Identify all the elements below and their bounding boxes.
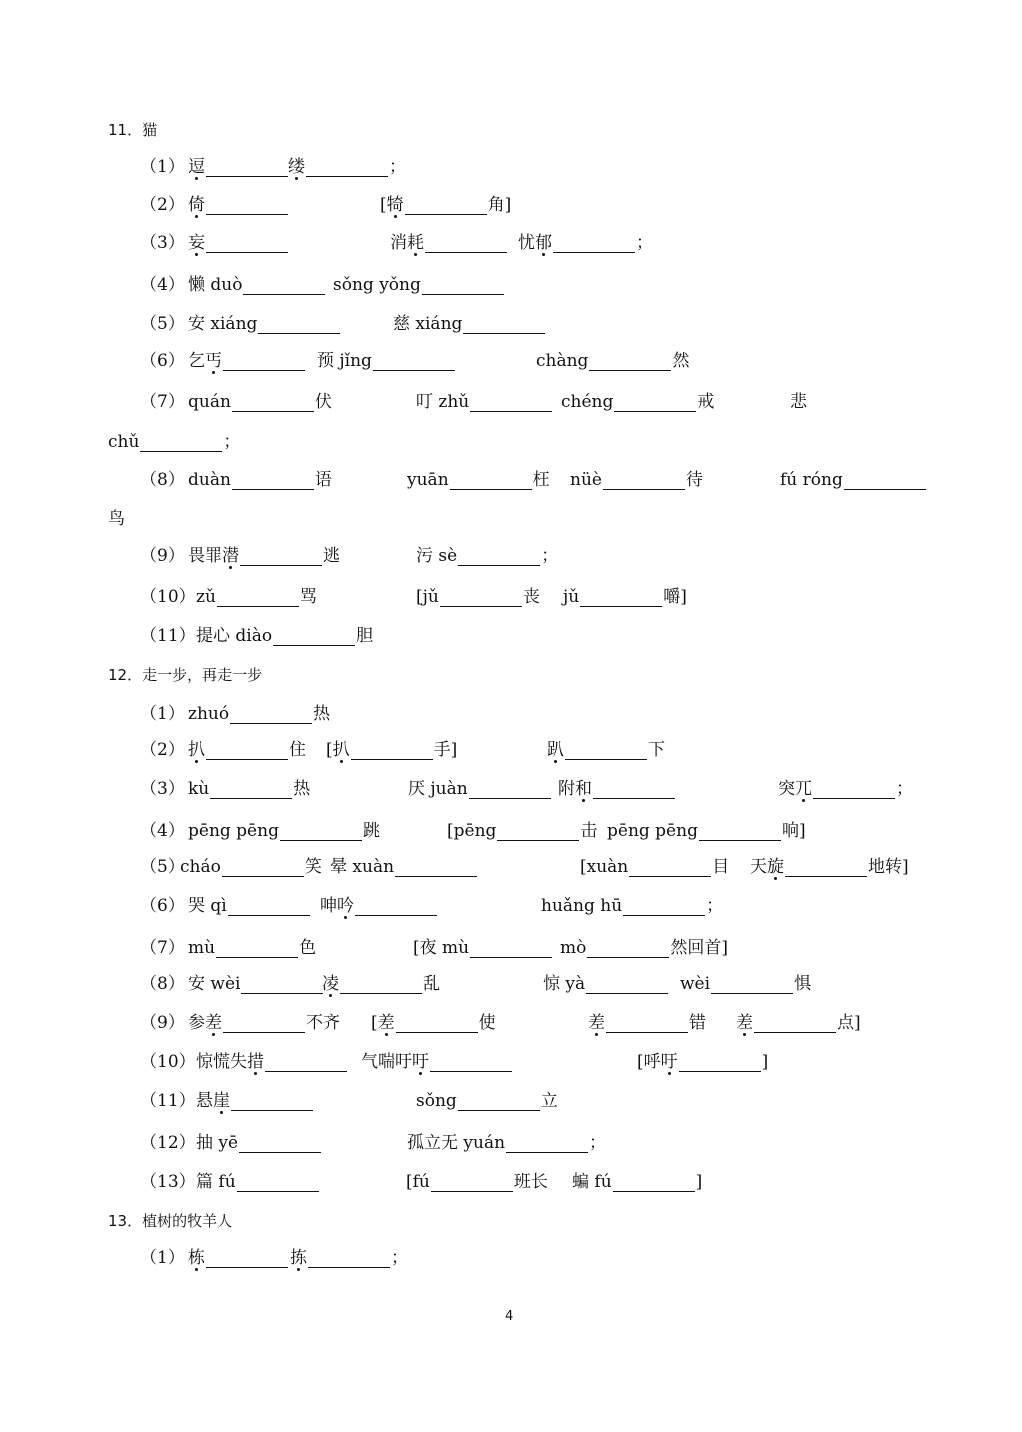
section-title: 走一步，再走一步	[142, 666, 263, 684]
suffix-text: 嚼]	[663, 587, 687, 607]
prompt-text: [jǔ	[416, 587, 439, 607]
emphasis-dot-char: 吁	[660, 1052, 678, 1072]
answer-blank[interactable]	[785, 876, 867, 877]
answer-blank[interactable]	[206, 214, 288, 215]
question-item	[0, 1170, 1022, 1194]
prompt-text: 悲	[790, 392, 807, 412]
prompt-text	[322, 972, 339, 996]
prompt-text: 晕 xuàn	[330, 857, 395, 877]
prompt-text	[188, 738, 205, 762]
prompt-text: 污 sè	[416, 546, 458, 566]
question-item	[0, 231, 1022, 255]
prompt-text: 忧郁	[518, 233, 552, 253]
suffix-text: 逃	[323, 546, 340, 566]
suffix-text: 语	[314, 470, 332, 490]
answer-blank[interactable]	[587, 957, 669, 958]
suffix-text: ；	[391, 1248, 408, 1268]
question-item	[0, 702, 1022, 726]
suffix-text: 戒	[697, 392, 715, 412]
suffix-text: 立	[540, 1091, 558, 1111]
emphasis-dot-char: 崖	[213, 1091, 230, 1111]
prompt-text: jǔ	[563, 587, 580, 607]
answer-blank[interactable]	[230, 723, 312, 724]
suffix-text: ；	[223, 432, 241, 452]
answer-blank[interactable]	[231, 1110, 313, 1111]
suffix-text: 班长	[513, 1172, 548, 1192]
prompt-text: 乞丐	[188, 351, 222, 371]
answer-blank[interactable]	[222, 876, 304, 877]
prompt-text: [xuàn	[580, 857, 629, 877]
prompt-text: 慈 xiáng	[393, 314, 463, 334]
item-number: （5）	[140, 857, 185, 877]
suffix-text: 目	[712, 857, 730, 877]
emphasis-dot-char: 和	[575, 779, 592, 799]
answer-blank[interactable]	[463, 333, 545, 334]
suffix-text: 枉	[532, 470, 550, 490]
prompt-text	[736, 1011, 753, 1035]
item-number: （3）	[140, 779, 185, 799]
prompt-text: 鸟	[108, 509, 125, 529]
emphasis-dot-char: 缕	[288, 157, 305, 177]
answer-blank[interactable]	[395, 876, 477, 877]
prompt-text: yuān	[407, 470, 449, 490]
answer-blank[interactable]	[506, 1152, 588, 1153]
prompt-text: 蝙 fú	[572, 1172, 612, 1192]
item-number: （5）	[140, 314, 185, 334]
answer-blank[interactable]	[450, 489, 532, 490]
emphasis-dot-char: 丐	[205, 351, 222, 371]
prompt-text: [pēng	[447, 821, 497, 841]
answer-blank[interactable]	[469, 798, 551, 799]
question-item	[0, 193, 1022, 217]
answer-blank[interactable]	[280, 840, 362, 841]
prompt-text: [fú	[406, 1172, 430, 1192]
answer-blank[interactable]	[232, 489, 314, 490]
prompt-text: chàng	[536, 351, 589, 371]
section-number: 13	[108, 1212, 128, 1230]
suffix-text: ]	[761, 1052, 769, 1072]
item-number: （1）	[140, 704, 185, 724]
prompt-text: 安 wèi	[188, 974, 241, 994]
suffix-text: 热	[293, 779, 311, 799]
suffix-text: 笑	[304, 857, 322, 877]
answer-blank[interactable]	[240, 565, 322, 566]
answer-blank[interactable]	[606, 1032, 688, 1033]
item-number: （4）	[140, 821, 185, 841]
answer-blank[interactable]	[425, 252, 507, 253]
suffix-text: 然	[672, 351, 690, 371]
emphasis-dot-char: 趴	[547, 740, 564, 760]
emphasis-dot-char: 差	[377, 1013, 395, 1033]
suffix-text: ；	[589, 1133, 607, 1153]
answer-blank[interactable]	[340, 993, 422, 994]
emphasis-dot-char: 倚	[188, 195, 205, 215]
prompt-text	[188, 1246, 205, 1270]
question-item	[0, 819, 1022, 843]
question-item	[0, 273, 1022, 297]
question-item	[0, 738, 1022, 762]
prompt-text: duàn	[188, 470, 231, 490]
answer-blank[interactable]	[754, 1032, 836, 1033]
suffix-text: 然回首]	[670, 938, 728, 958]
question-item	[0, 312, 1022, 336]
answer-blank[interactable]	[614, 411, 696, 412]
suffix-text: 点]	[837, 1013, 861, 1033]
question-item	[0, 1131, 1022, 1155]
suffix-text: ；	[389, 157, 406, 177]
prompt-text: 提心 diào	[196, 626, 273, 646]
item-number: （4）	[140, 275, 185, 295]
suffix-text: 不齐	[306, 1013, 340, 1033]
answer-blank[interactable]	[405, 214, 487, 215]
answer-blank[interactable]	[239, 1152, 321, 1153]
prompt-text: 叮 zhǔ	[416, 392, 470, 412]
item-number: （12）	[140, 1133, 196, 1153]
item-number: （1）	[140, 157, 185, 177]
question-item	[0, 1050, 1022, 1074]
answer-blank[interactable]	[613, 1191, 695, 1192]
item-number: （8）	[140, 470, 185, 490]
answer-blank[interactable]	[223, 1032, 305, 1033]
answer-blank[interactable]	[206, 176, 288, 177]
prompt-text: fú róng	[780, 470, 843, 490]
answer-blank[interactable]	[813, 798, 895, 799]
question-item-continuation	[0, 430, 1022, 454]
prompt-text: 附和	[558, 779, 592, 799]
prompt-text: sǒng yǒng	[333, 275, 421, 295]
emphasis-dot-char: 差	[205, 1013, 222, 1033]
suffix-text: 热	[313, 704, 331, 724]
prompt-text: 厌 juàn	[408, 779, 468, 799]
answer-blank[interactable]	[565, 759, 647, 760]
answer-blank[interactable]	[422, 294, 504, 295]
prompt-text: 天旋	[750, 857, 784, 877]
page-number: 4	[505, 1309, 514, 1324]
emphasis-dot-char: 差	[588, 1013, 605, 1033]
item-number: （2）	[140, 195, 185, 215]
prompt-text: 哭 qì	[188, 896, 227, 916]
answer-blank[interactable]	[679, 1071, 761, 1072]
item-number: （11）	[140, 626, 196, 646]
answer-blank[interactable]	[206, 759, 288, 760]
suffix-text: 乱	[423, 974, 440, 994]
prompt-text: mò	[560, 938, 587, 958]
prompt-text: zhuó	[188, 704, 230, 724]
prompt-text	[588, 1011, 605, 1035]
question-item	[0, 544, 1022, 568]
suffix-text: 角]	[487, 195, 512, 215]
question-item	[0, 624, 1022, 648]
prompt-text: 消耗	[390, 233, 424, 253]
answer-blank[interactable]	[373, 370, 455, 371]
suffix-text: 跳	[362, 821, 380, 841]
suffix-text: ；	[541, 546, 559, 566]
prompt-text: [扒	[326, 740, 350, 760]
section-number: 12	[108, 666, 128, 684]
prompt-text: 抽 yē	[196, 1133, 239, 1153]
section-header	[108, 118, 157, 142]
question-item	[0, 1089, 1022, 1113]
prompt-text: pēng pēng	[607, 821, 698, 841]
answer-blank[interactable]	[440, 606, 522, 607]
answer-blank[interactable]	[458, 1110, 540, 1111]
prompt-text: cháo	[180, 857, 221, 877]
prompt-text: chǔ	[108, 432, 140, 452]
suffix-text: 待	[685, 470, 703, 490]
prompt-text	[290, 1246, 307, 1270]
prompt-text: 懒 duò	[188, 275, 243, 295]
answer-blank[interactable]	[580, 606, 662, 607]
section-separator: ．	[127, 666, 143, 684]
prompt-text: 惊 yà	[543, 974, 586, 994]
answer-blank[interactable]	[232, 411, 314, 412]
question-item	[0, 155, 1022, 179]
prompt-text: sǒng	[416, 1091, 457, 1111]
prompt-text: 突兀	[778, 779, 812, 799]
answer-blank[interactable]	[430, 1071, 512, 1072]
prompt-text: [夜 mù	[413, 938, 470, 958]
suffix-text: 住	[289, 740, 306, 760]
question-item	[0, 390, 1022, 414]
emphasis-dot-char: 拣	[290, 1248, 307, 1268]
answer-blank[interactable]	[593, 798, 675, 799]
suffix-text: 手]	[433, 740, 458, 760]
item-number: （13）	[140, 1172, 196, 1192]
item-number: （11）	[140, 1091, 196, 1111]
suffix-text: 错	[689, 1013, 706, 1033]
emphasis-dot-char: 郁	[535, 233, 552, 253]
emphasis-dot-char: 差	[736, 1013, 753, 1033]
answer-blank[interactable]	[623, 915, 705, 916]
answer-blank[interactable]	[351, 759, 433, 760]
emphasis-dot-char: 吁	[412, 1052, 429, 1072]
suffix-text: 丧	[522, 587, 540, 607]
item-number: （2）	[140, 740, 185, 760]
answer-blank[interactable]	[589, 370, 671, 371]
prompt-text	[547, 738, 564, 762]
item-number: （7）	[140, 938, 185, 958]
item-number: （7）	[140, 392, 185, 412]
suffix-text: 响]	[781, 821, 806, 841]
suffix-text: 击	[580, 821, 598, 841]
answer-blank[interactable]	[206, 1267, 288, 1268]
prompt-text: nüè	[570, 470, 602, 490]
suffix-text: 色	[299, 938, 317, 958]
answer-blank[interactable]	[308, 1267, 390, 1268]
answer-blank[interactable]	[306, 176, 388, 177]
emphasis-dot-char: 逗	[188, 157, 205, 177]
prompt-text	[288, 155, 305, 179]
answer-blank[interactable]	[699, 840, 781, 841]
question-item-continuation	[0, 507, 1022, 531]
suffix-text: 地转]	[868, 857, 909, 877]
prompt-text: [犄	[380, 195, 404, 215]
question-item	[0, 468, 1022, 492]
prompt-text: 惊慌失措	[196, 1052, 264, 1072]
answer-blank[interactable]	[470, 957, 552, 958]
item-number: （6）	[140, 896, 185, 916]
answer-blank[interactable]	[237, 1191, 319, 1192]
emphasis-dot-char: 吟	[337, 896, 354, 916]
prompt-text: [差	[371, 1013, 395, 1033]
answer-blank[interactable]	[396, 1032, 478, 1033]
prompt-text	[188, 155, 205, 179]
emphasis-dot-char: 旋	[767, 857, 784, 877]
answer-blank[interactable]	[844, 489, 926, 490]
prompt-text: chéng	[561, 392, 614, 412]
prompt-text: mù	[188, 938, 216, 958]
section-number: 11	[108, 121, 128, 139]
prompt-text: 畏罪潜	[188, 546, 239, 566]
answer-blank[interactable]	[586, 993, 668, 994]
section-header	[108, 663, 262, 687]
prompt-text	[188, 193, 205, 217]
question-item	[0, 585, 1022, 609]
suffix-text: 下	[648, 740, 665, 760]
section-title: 猫	[142, 121, 158, 139]
item-number: （9）	[140, 546, 185, 566]
answer-blank[interactable]	[603, 489, 685, 490]
item-number: （3）	[140, 233, 185, 253]
question-item	[0, 972, 1022, 996]
answer-blank[interactable]	[217, 606, 299, 607]
suffix-text: ]	[695, 1172, 703, 1192]
answer-blank[interactable]	[273, 645, 355, 646]
answer-blank[interactable]	[223, 370, 305, 371]
question-item	[0, 855, 1022, 879]
answer-blank[interactable]	[355, 915, 437, 916]
section-title: 植树的牧羊人	[142, 1212, 233, 1230]
section-header	[108, 1209, 232, 1233]
suffix-text: 骂	[299, 587, 317, 607]
emphasis-dot-char: 扒	[188, 740, 205, 760]
prompt-text: 孤立无 yuán	[407, 1133, 506, 1153]
prompt-text: 呻吟	[320, 896, 354, 916]
emphasis-dot-char: 扒	[332, 740, 350, 760]
prompt-text: 篇 fú	[196, 1172, 236, 1192]
question-item	[0, 936, 1022, 960]
question-item	[0, 1246, 1022, 1270]
prompt-text: 气喘吁吁	[361, 1052, 429, 1072]
suffix-text: ；	[706, 896, 724, 916]
emphasis-dot-char: 兀	[795, 779, 812, 799]
answer-blank[interactable]	[497, 840, 579, 841]
item-number: （6）	[140, 351, 185, 371]
answer-blank[interactable]	[258, 333, 340, 334]
answer-blank[interactable]	[216, 957, 298, 958]
answer-blank[interactable]	[431, 1191, 513, 1192]
answer-blank[interactable]	[458, 565, 540, 566]
answer-blank[interactable]	[553, 252, 635, 253]
prompt-text	[188, 231, 205, 255]
item-number: （10）	[140, 1052, 196, 1072]
prompt-text: huǎng hū	[541, 896, 623, 916]
item-number: （1）	[140, 1248, 185, 1268]
prompt-text: [呼吁	[637, 1052, 678, 1072]
emphasis-dot-char: 措	[247, 1052, 264, 1072]
suffix-text: 胆	[356, 626, 374, 646]
answer-blank[interactable]	[206, 252, 288, 253]
answer-blank[interactable]	[243, 294, 325, 295]
answer-blank[interactable]	[140, 451, 222, 452]
item-number: （10）	[140, 587, 196, 607]
emphasis-dot-char: 潜	[222, 546, 239, 566]
prompt-text: 安 xiáng	[188, 314, 258, 334]
answer-blank[interactable]	[265, 1071, 347, 1072]
section-separator: ．	[127, 1212, 143, 1230]
emphasis-dot-char: 妄	[188, 233, 205, 253]
prompt-text: 预 jǐng	[317, 351, 372, 371]
answer-blank[interactable]	[228, 915, 310, 916]
emphasis-dot-char: 凌	[322, 974, 339, 994]
question-item	[0, 1011, 1022, 1035]
suffix-text: 惧	[794, 974, 812, 994]
prompt-text: 悬崖	[196, 1091, 230, 1111]
answer-blank[interactable]	[470, 411, 552, 412]
answer-blank[interactable]	[241, 993, 323, 994]
prompt-text: pēng pēng	[188, 821, 279, 841]
prompt-text: quán	[188, 392, 231, 412]
prompt-text: wèi	[680, 974, 711, 994]
section-separator: ．	[127, 121, 143, 139]
prompt-text: 参差	[188, 1013, 222, 1033]
emphasis-dot-char: 栋	[188, 1248, 205, 1268]
answer-blank[interactable]	[629, 876, 711, 877]
suffix-text: 伏	[314, 392, 332, 412]
item-number: （8）	[140, 974, 185, 994]
emphasis-dot-char: 犄	[386, 195, 404, 215]
suffix-text: ；	[896, 779, 913, 799]
question-item	[0, 894, 1022, 918]
answer-blank[interactable]	[210, 798, 292, 799]
answer-blank[interactable]	[711, 993, 793, 994]
prompt-text: kù	[188, 779, 210, 799]
question-item	[0, 349, 1022, 373]
suffix-text: 使	[478, 1013, 496, 1033]
prompt-text: zǔ	[196, 587, 216, 607]
suffix-text: ；	[636, 233, 653, 253]
item-number: （9）	[140, 1013, 185, 1033]
emphasis-dot-char: 耗	[407, 233, 424, 253]
question-item	[0, 777, 1022, 801]
